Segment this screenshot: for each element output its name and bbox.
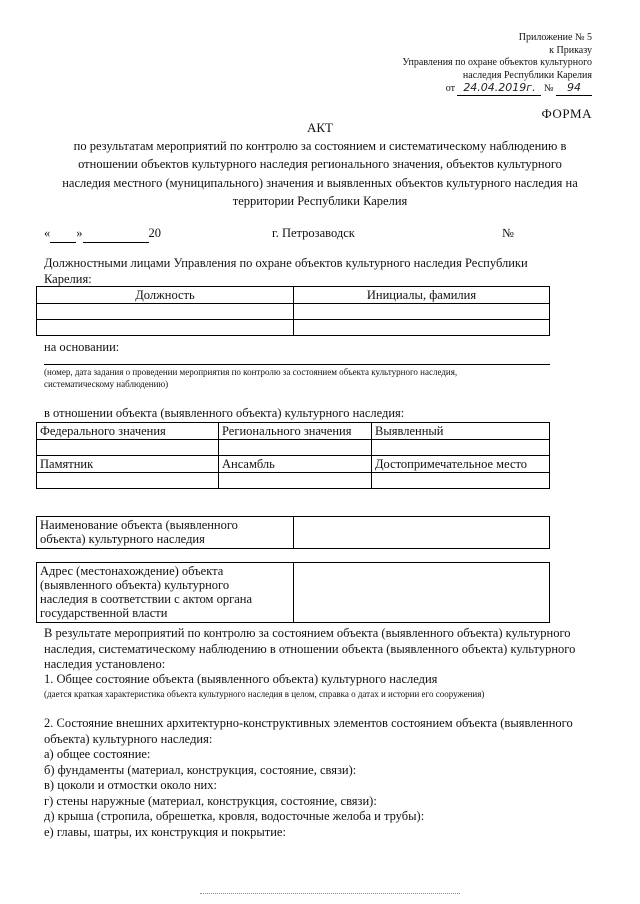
cell-federal[interactable]: Федерального значения — [37, 423, 219, 440]
item2-a: а) общее состояние: — [44, 747, 151, 761]
cell[interactable] — [219, 440, 372, 456]
officials-intro-line2: Карелия: — [44, 271, 92, 286]
object-label: в отношении объекта (выявленного объекта) культурного наследия: — [44, 406, 405, 420]
result-line3: наследия установлено: — [44, 657, 166, 671]
table-row — [37, 304, 550, 320]
col-position: Должность — [37, 287, 294, 304]
item2-block — [44, 716, 573, 840]
appendix-line1: Приложение № 5 — [518, 32, 592, 43]
act-title — [0, 120, 640, 210]
year-prefix: 20 — [148, 226, 161, 240]
table-row — [37, 423, 550, 440]
act-number-label: № — [502, 226, 514, 240]
item2-line2: объекта) культурного наследия: — [44, 731, 213, 746]
object-address-label — [37, 563, 294, 623]
date-field — [44, 226, 161, 243]
appendix-block — [402, 32, 592, 96]
item1-note: (дается краткая характеристика объекта культурного наследия в целом, справка о датах и истории его сооружения) — [44, 689, 485, 699]
appendix-line2: к Приказу — [549, 44, 592, 56]
number-prefix: № — [543, 83, 554, 94]
title-line2: отношении объектов культурного наследия регионального значения, объектов культурного — [78, 157, 562, 171]
cell-regional[interactable]: Регионального значения — [219, 423, 372, 440]
day-blank — [50, 226, 76, 243]
item2-b: б) фундаменты (материал, конструкция, состояние, связи): — [44, 762, 357, 777]
cell[interactable] — [37, 320, 294, 336]
table-row — [37, 287, 550, 304]
cell[interactable] — [37, 440, 219, 456]
item2-e: д) крыша (стропила, обрешетка, кровля, водосточные желоба и трубы): — [44, 809, 425, 823]
object-address-table — [36, 562, 550, 623]
table-row — [37, 320, 550, 336]
basis-note-line2: систематическому наблюдению) — [44, 379, 169, 389]
basis-note — [44, 366, 457, 390]
object-name-label — [37, 517, 294, 549]
title-line3: наследия местного (муниципального) значения и выявленных объектов культурного наследия на — [62, 175, 578, 190]
object-type-table — [36, 422, 550, 489]
table-row — [37, 473, 550, 489]
cell[interactable] — [294, 320, 550, 336]
object-name-table — [36, 516, 550, 549]
form-label: ФОРМА — [541, 106, 592, 121]
cell[interactable] — [37, 473, 219, 489]
cell[interactable] — [219, 473, 372, 489]
act-heading: АКТ — [307, 120, 333, 135]
cell-landmark[interactable]: Достопримечательное место — [372, 456, 550, 473]
result-line1: В результате мероприятий по контролю за состоянием объекта (выявленного объекта) культурного — [44, 626, 571, 640]
basis-line — [44, 364, 550, 365]
appendix-line3: Управления по охране объектов культурного — [402, 57, 592, 68]
table-row — [37, 517, 550, 549]
table-row — [37, 563, 550, 623]
cell[interactable] — [372, 473, 550, 489]
name-label-line2: объекта) культурного наследия — [40, 532, 205, 546]
name-label-line1: Наименование объекта (выявленного — [40, 518, 238, 532]
item1-text: 1. Общее состояние объекта (выявленного объекта) культурного наследия — [44, 672, 438, 686]
address-label-line1: Адрес (местонахождение) объекта — [40, 564, 224, 578]
address-label-line2: (выявленного объекта) культурного — [40, 578, 230, 592]
item2-line1: 2. Состояние внешних архитектурно-конструктивных элементов состоянием объекта (выявленного — [44, 716, 573, 730]
appendix-date-line — [402, 82, 592, 96]
item2-f: е) главы, шатры, их конструкция и покрытие: — [44, 824, 286, 839]
cell[interactable] — [294, 304, 550, 320]
basis-note-line1: (номер, дата задания о проведении мероприятия по контролю за состоянием объекта культурного наследия, — [44, 367, 458, 377]
cell-ensemble[interactable]: Ансамбль — [219, 456, 372, 473]
object-address-value[interactable] — [294, 563, 550, 623]
cell[interactable] — [37, 304, 294, 320]
cell-monument[interactable]: Памятник — [37, 456, 219, 473]
address-label-line4: государственной власти — [40, 606, 168, 620]
month-blank — [83, 226, 149, 243]
item2-c: в) цоколи и отмостки около них: — [44, 778, 217, 792]
date-prefix: от — [445, 83, 455, 94]
cell-identified[interactable]: Выявленный — [372, 423, 550, 440]
handwritten-number: 94 — [556, 82, 592, 96]
quote-close: » — [76, 226, 83, 240]
object-name-value[interactable] — [294, 517, 550, 549]
title-line1: по результатам мероприятий по контролю за состоянием и систематическому наблюдению в — [73, 138, 567, 153]
result-line2: наследия, систематическому наблюдению в отношении объекта (выявленного объекта) культурного — [44, 641, 576, 656]
col-name: Инициалы, фамилия — [294, 287, 550, 304]
scan-edge-line — [200, 893, 460, 894]
officials-intro — [44, 256, 528, 287]
title-line4: территории Республики Карелия — [232, 194, 408, 208]
appendix-line4: наследия Республики Карелия — [462, 69, 592, 81]
address-label-line3: наследия в соответствии с актом органа — [40, 592, 252, 606]
city: г. Петрозаводск — [272, 226, 355, 240]
table-row — [37, 440, 550, 456]
cell[interactable] — [372, 440, 550, 456]
handwritten-date: 24.04.2019г. — [457, 82, 541, 96]
table-row — [37, 456, 550, 473]
item2-d: г) стены наружные (материал, конструкция, состояние, связи): — [44, 793, 377, 808]
quote-open: « — [44, 226, 51, 240]
basis-label: на основании: — [44, 340, 120, 354]
officials-intro-line1: Должностными лицами Управления по охране объектов культурного наследия Республики — [44, 256, 528, 270]
result-paragraph — [44, 626, 575, 673]
officials-table — [36, 286, 550, 336]
